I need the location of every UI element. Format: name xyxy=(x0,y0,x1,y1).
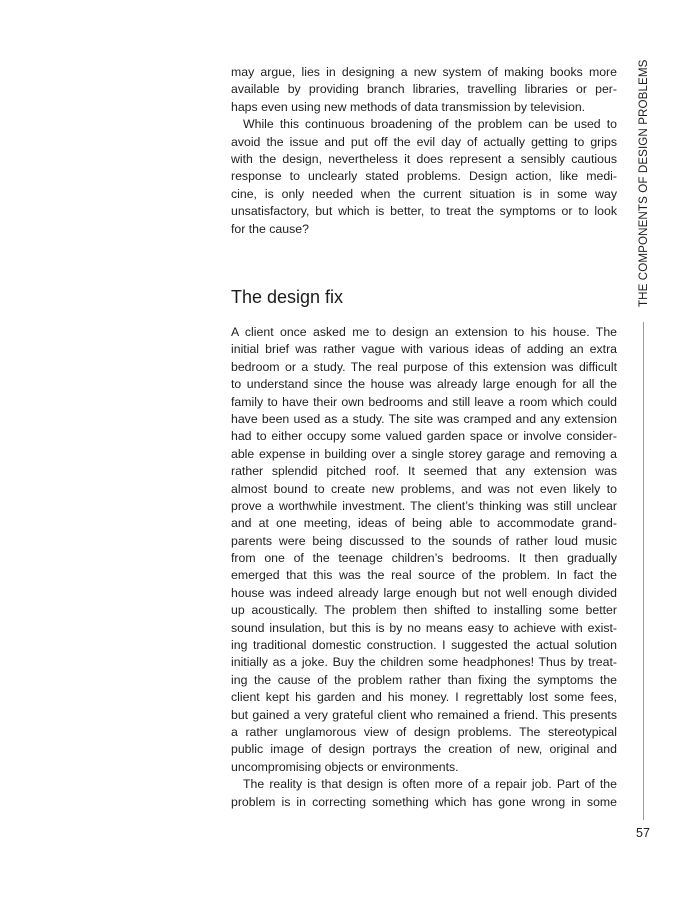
text-line: almost bound to create new problems, and was not even likely to xyxy=(231,481,617,496)
section-body xyxy=(231,324,617,811)
text-line: but gained a very grateful client who remained a friend. This presents xyxy=(231,707,617,722)
text-line: from one of the teenage children’s bedrooms. It then gradually xyxy=(231,551,617,566)
text-line: had to either occupy some valued garden space or involve consider- xyxy=(231,429,617,444)
margin-rule xyxy=(643,322,644,820)
text-line: response to unclearly stated problems. Design action, like medi- xyxy=(231,169,617,184)
text-line: with the design, nevertheless it does represent a sensibly cautious xyxy=(231,151,617,166)
text-line: initial brief was rather vague with various ideas of adding an extra xyxy=(231,342,617,357)
text-line: haps even using new methods of data transmission by television. xyxy=(231,99,586,114)
text-line: a rather unglamorous view of design problems. The stereotypical xyxy=(231,724,617,739)
text-line: emerged that this was the real source of the problem. In fact the xyxy=(231,568,617,583)
text-line: The reality is that design is often more of a repair job. Part of the xyxy=(243,777,617,792)
top-text-block xyxy=(231,64,617,238)
page-number: 57 xyxy=(636,826,650,840)
text-line: ing the cause of the problem rather than fixing the symptoms the xyxy=(231,672,617,687)
text-line: for the cause? xyxy=(231,221,309,236)
text-line: ing traditional domestic construction. I suggested the actual solution xyxy=(231,638,617,653)
text-line: parents were being discussed to the sounds of rather loud music xyxy=(231,533,617,548)
text-line: While this continuous broadening of the problem can be used to xyxy=(243,117,617,132)
text-line: client kept his garden and his money. I regrettably lost some fees, xyxy=(231,690,617,705)
text-line: avoid the issue and put off the evil day of actually getting to grips xyxy=(231,134,617,149)
text-line: have been used as a study. The site was cramped and any extension xyxy=(231,411,617,426)
text-line: A client once asked me to design an extension to his house. The xyxy=(231,325,617,339)
text-line: problem is in correcting something which has gone wrong in some xyxy=(231,794,617,809)
text-line: available by providing branch libraries, travelling libraries or per- xyxy=(231,82,617,97)
text-line: and at one meeting, ideas of being able to accommodate grand- xyxy=(231,516,617,531)
text-line: up acoustically. The problem then shifted to installing some better xyxy=(231,603,617,618)
text-line: to understand since the house was already large enough for all the xyxy=(231,377,617,392)
text-line: uncompromising objects or environments. xyxy=(231,759,459,774)
text-line: initially as a joke. Buy the children some headphones! Thus by treat- xyxy=(231,655,617,670)
text-line: sound insulation, but this is by no means easy to achieve with exist- xyxy=(231,620,617,635)
text-line: family to have their own bedrooms and still leave a room which could xyxy=(231,394,617,409)
text-line: may argue, lies in designing a new system of making books more xyxy=(231,65,617,79)
text-line: able expense in building over a single storey garage and removing a xyxy=(231,446,617,461)
section-heading: The design fix xyxy=(231,287,344,307)
text-line: cine, is only needed when the current situation is in some way xyxy=(231,186,617,201)
text-line: rather splendid pitched roof. It seemed that any extension was xyxy=(231,464,617,479)
running-head: THE COMPONENTS OF DESIGN PROBLEMS xyxy=(637,59,650,307)
text-line: prove a worthwhile investment. The client’s thinking was still unclear xyxy=(231,498,617,513)
text-line: public image of design portrays the creation of new, original and xyxy=(231,742,617,757)
text-line: bedroom or a study. The real purpose of this extension was difficult xyxy=(231,359,617,374)
text-line: unsatisfactory, but which is better, to treat the symptoms or to look xyxy=(231,204,617,219)
text-line: house was indeed already large enough but not well enough divided xyxy=(231,585,617,600)
